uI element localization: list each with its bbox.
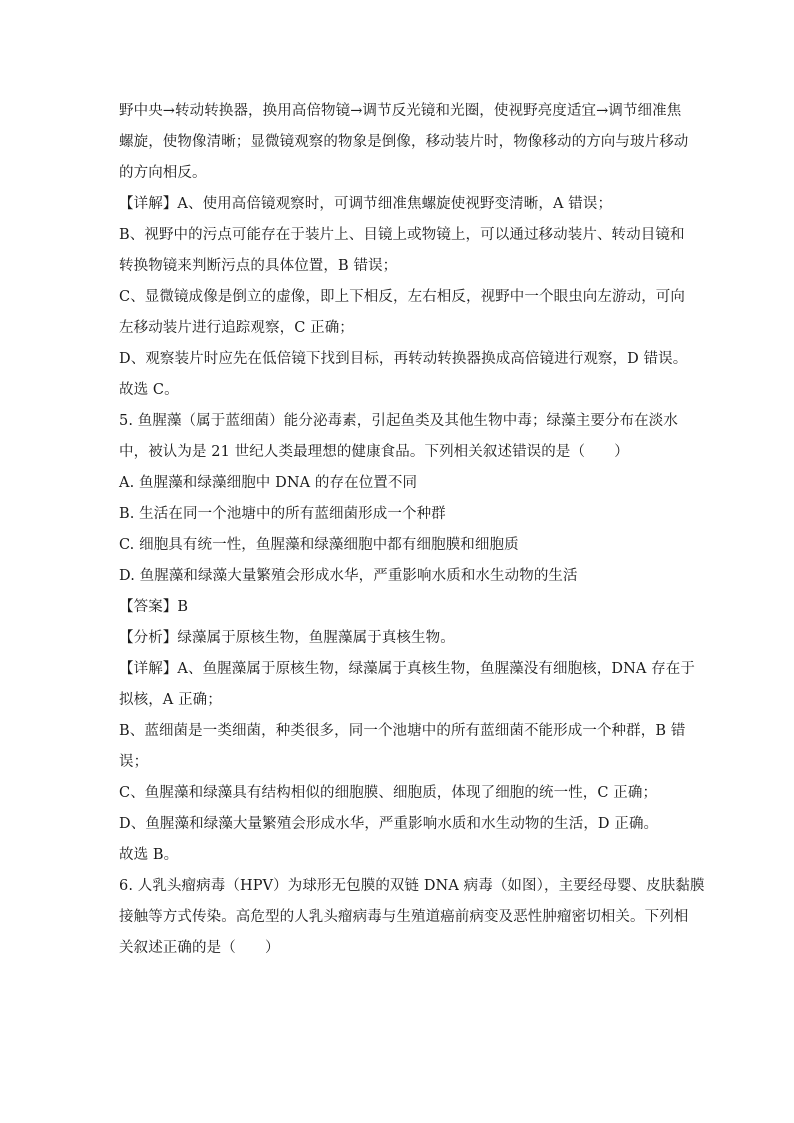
option-a: A. 鱼腥藻和绿藻细胞中 DNA 的存在位置不同	[119, 475, 418, 491]
question-5-stem: 中，被认为是 21 世纪人类最理想的健康食品。下列相关叙述错误的是（ ）	[119, 444, 629, 460]
text-line: 野中央→转动转换器，换用高倍物镜→调节反光镜和光圈，使视野亮度适宜→调节细准焦	[119, 103, 682, 119]
text-line: 误；	[119, 754, 149, 770]
text-line: 左移动装片进行追踪观察，C 正确；	[119, 320, 354, 336]
option-d: D. 鱼腥藻和绿藻大量繁殖会形成水华，严重影响水质和水生动物的生活	[119, 568, 578, 584]
question-6-stem: 关叙述正确的是（ ）	[119, 940, 280, 956]
text-line: B、蓝细菌是一类细菌，种类很多，同一个池塘中的所有蓝细菌不能形成一个种群，B 错	[119, 723, 686, 739]
text-line: 螺旋，使物像清晰；显微镜观察的物象是倒像，移动装片时，物像移动的方向与玻片移动	[119, 134, 689, 150]
question-5-stem: 5. 鱼腥藻（属于蓝细菌）能分泌毒素，引起鱼类及其他生物中毒；绿藻主要分布在淡水	[119, 413, 678, 429]
document-page	[119, 96, 705, 964]
option-c: C. 细胞具有统一性，鱼腥藻和绿藻细胞中都有细胞膜和细胞质	[119, 537, 519, 553]
answer-line: 【答案】B	[119, 599, 189, 615]
text-line: 【详解】A、鱼腥藻属于原核生物，绿藻属于真核生物，鱼腥藻没有细胞核，DNA 存在于	[119, 661, 695, 677]
question-6-stem: 接触等方式传染。高危型的人乳头瘤病毒与生殖道癌前病变及恶性肿瘤密切相关。下列相	[119, 909, 689, 925]
text-line: 故选 C。	[119, 382, 179, 398]
analysis-line: 【分析】绿藻属于原核生物，鱼腥藻属于真核生物。	[119, 630, 455, 646]
text-line: D、鱼腥藻和绿藻大量繁殖会形成水华，严重影响水质和水生动物的生活，D 正确。	[119, 816, 659, 832]
text-line: C、显微镜成像是倒立的虚像，即上下相反，左右相反，视野中一个眼虫向左游动，可向	[119, 289, 685, 305]
text-line: C、鱼腥藻和绿藻具有结构相似的细胞膜、细胞质，体现了细胞的统一性，C 正确；	[119, 785, 658, 801]
text-line: D、观察装片时应先在低倍镜下找到目标，再转动转换器换成高倍镜进行观察，D 错误。	[119, 351, 688, 367]
text-line: 【详解】A、使用高倍镜观察时，可调节细准焦螺旋使视野变清晰，A 错误；	[119, 196, 613, 212]
option-b: B. 生活在同一个池塘中的所有蓝细菌形成一个种群	[119, 506, 446, 522]
text-line: B、视野中的污点可能存在于装片上、目镜上或物镜上，可以通过移动装片、转动目镜和	[119, 227, 685, 243]
text-line: 故选 B。	[119, 847, 179, 863]
text-line: 拟核，A 正确；	[119, 692, 222, 708]
text-line: 的方向相反。	[119, 165, 207, 181]
text-line: 转换物镜来判断污点的具体位置，B 错误；	[119, 258, 398, 274]
question-6-stem: 6. 人乳头瘤病毒（HPV）为球形无包膜的双链 DNA 病毒（如图），主要经母婴、皮肤黏膜	[119, 878, 705, 894]
